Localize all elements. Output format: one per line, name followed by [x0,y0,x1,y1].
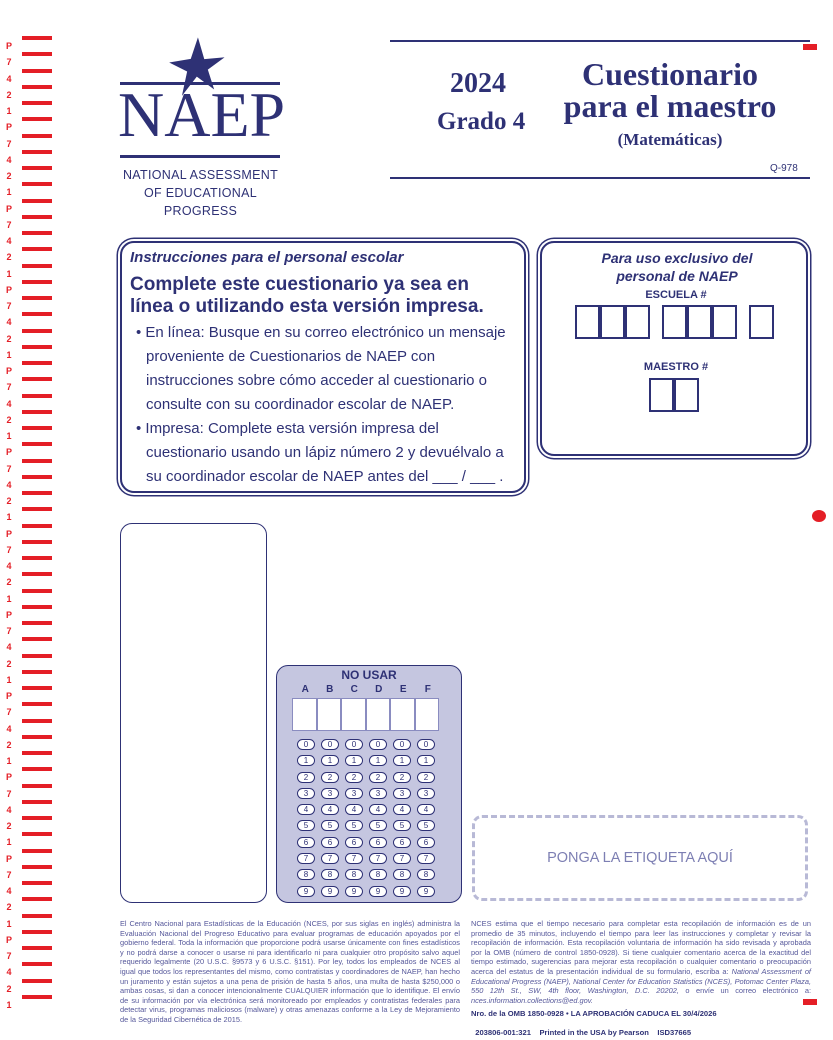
bubble-row [294,832,461,848]
timing-bar [22,215,52,219]
print-code: 203806-001:321 [475,1028,531,1037]
grid-entry-box[interactable] [415,698,440,731]
bullet-text: Impresa: Complete esta versión impresa del cuestionario usando un lápiz número 2 y devuélvalo a su coordinador escolar de NAEP antes del ___ / ___ . [145,420,504,485]
timing-letter: 1 [6,512,12,523]
print-line [471,1019,691,1037]
timing-letter: 2 [6,89,12,100]
answer-bubble[interactable]: 2 [417,772,435,783]
timing-bar [22,312,52,316]
timing-letter: 2 [6,983,12,994]
logo-rule-bottom [120,155,280,158]
timing-letter: 7 [6,219,12,230]
answer-bubble[interactable]: 4 [417,804,435,815]
timing-letter: 7 [6,544,12,555]
timing-letter: 7 [6,707,12,718]
bubble-row [294,734,461,750]
grid-column-label: C [350,684,358,695]
answer-bubble[interactable]: 8 [321,869,339,880]
bullet-text: En línea: Busque en su correo electrónico un mensaje proveniente de Cuestionarios de NAEP con instrucciones sobre cómo acceder al cuestionario o consulte con su coordinador escolar de NAEP. [145,324,506,413]
timing-bar [22,865,52,869]
timing-letter: P [5,284,12,295]
year: 2024 [450,68,506,99]
timing-letter: 2 [6,658,12,669]
instructions-lead: Complete este cuestionario ya sea en línea o utilizando esta versión impresa. [130,274,484,317]
logo-line-2: OF EDUCATIONAL [143,186,257,200]
timing-bar [22,784,52,788]
timing-bar [22,979,52,983]
timing-bar [22,507,52,511]
instructions-box [120,241,526,493]
timing-bar [22,182,52,186]
timing-letter: 2 [6,333,12,344]
timing-bar [22,719,52,723]
teacher-digit-box[interactable] [649,378,674,412]
timing-letter: P [5,934,12,945]
timing-bar [22,475,52,479]
timing-bar [22,946,52,950]
school-digit-box[interactable] [712,305,737,339]
timing-letter: P [5,609,12,620]
timing-letter: 1 [6,349,12,360]
printed-by: Printed in the USA by Pearson [539,1028,649,1037]
answer-bubble[interactable]: 0 [321,739,339,750]
timing-letter: 7 [6,626,12,636]
timing-bar [22,345,52,349]
answer-bubble[interactable]: 9 [321,886,339,897]
answer-bubble[interactable]: 5 [321,820,339,831]
bubble-row [294,767,461,783]
timing-bar [22,897,52,901]
answer-bubble[interactable]: 0 [297,739,315,750]
answer-bubble[interactable]: 2 [345,772,363,783]
timing-bar [22,832,52,836]
label-area-text: PONGA LA ETIQUETA AQUÍ [547,850,733,866]
timing-bar [22,849,52,853]
timing-letter: 4 [6,73,12,84]
label-area[interactable] [472,815,808,901]
answer-bubble[interactable]: 5 [417,820,435,831]
timing-letter: P [5,853,12,864]
red-dot [812,510,826,522]
answer-bubble[interactable]: 7 [393,853,411,864]
bubble-row [294,750,461,766]
timing-bar [22,686,52,690]
instructions-bullet-online: • En línea: Busque en su correo electrónico un mensaje proveniente de Cuestionarios de NAEP con instrucciones sobre cómo acceder al cuestionario o consulte con su coordinador escolar de NAEP. [136,324,506,413]
timing-bar [22,280,52,284]
timing-letter: 4 [6,154,12,165]
timing-letter: 2 [6,414,12,425]
timing-letter: P [5,122,12,133]
timing-letter: 2 [6,739,12,750]
timing-bar [22,914,52,918]
answer-bubble[interactable]: 0 [393,739,411,750]
timing-bar [22,117,52,121]
timing-marks [0,0,60,1040]
timing-letter: 4 [6,642,12,653]
answer-bubble[interactable]: 2 [369,772,387,783]
timing-bar [22,491,52,495]
school-digit-box[interactable] [600,305,625,339]
answer-bubble[interactable]: 4 [297,804,315,815]
answer-bubble[interactable]: 2 [393,772,411,783]
staff-heading: Para uso exclusivo del personal de NAEP [601,250,753,284]
timing-letter: P [5,41,12,51]
timing-bar [22,881,52,885]
timing-letter: 1 [6,756,12,766]
timing-letter: 7 [6,382,12,393]
timing-letter: 2 [6,902,12,913]
subject: (Matemáticas) [617,130,723,149]
timing-bar [22,394,52,398]
timing-bar [22,150,52,154]
footer-privacy: El Centro Nacional para Estadísticas de la Educación (NCES, por sus siglas en inglés) administra la Evaluación Nacional del Progreso Educativo para evaluar programas de educación apoyados por el gobierno federal. Toda la información que proporcione podrá usarse únicamente con fines estadísticos y no podrá darse a conocer o usarse ni para identificarlo ni para cualquier otro propósito salvo aquel requerido legalmente (20 U.S.C. §9573 y 6 U.S.C. §151). Por ley, todos los empleados de NCES al igual que todos los representantes del mismo, como contratistas y coordinadores de NAEP, han hecho un juramento y están sujetos a una pena de prisión de hasta 5 años, una multa de hasta $250,000 o ambas cosas, si dan a conocer intencionalmente CUALQUIER información que lo identifique. El envío de su información por vía electrónica será monitoreado por empleados y contratistas federales para detectar virus, programas maliciosos (malware) y otras amenazas conforme a la Ley de Mejoramiento de la Seguridad Cibernética de 2015. [120,919,460,1024]
answer-bubble[interactable]: 1 [345,755,363,766]
bubble-row [294,799,461,815]
timing-letter: 7 [6,951,12,961]
title-line-2: para el maestro [563,88,777,124]
blank-panel [120,523,267,903]
timing-bar [22,962,52,966]
school-digit-box[interactable] [662,305,687,339]
timing-letter: P [5,366,12,376]
timing-bar [22,702,52,706]
grid-entry-box[interactable] [366,698,391,731]
grid-column-label: F [424,684,431,695]
answer-bubble[interactable]: 3 [417,788,435,799]
teacher-label: MAESTRO # [643,361,709,373]
bubble-row [294,815,461,831]
no-usar-grid [276,665,462,903]
timing-bar [22,621,52,625]
grid-entry-box[interactable] [317,698,342,731]
timing-letter: 2 [6,496,12,506]
answer-bubble[interactable]: 4 [369,804,387,815]
answer-bubble[interactable]: 3 [345,788,363,799]
timing-letter: 4 [6,967,12,978]
answer-bubble[interactable]: 8 [417,869,435,880]
timing-bar [22,361,52,365]
timing-bar [22,134,52,138]
teacher-digit-box[interactable] [674,378,699,412]
naep-staff-box [540,241,808,456]
timing-bar [22,995,52,999]
answer-bubble[interactable]: 7 [369,853,387,864]
answer-bubble[interactable]: 6 [417,837,435,848]
answer-bubble[interactable]: 9 [297,886,315,897]
timing-bar [22,670,52,674]
timing-letter: 4 [6,317,12,328]
answer-bubble[interactable]: 3 [369,788,387,799]
answer-bubble[interactable]: 2 [321,772,339,783]
grid-entry-box[interactable] [390,698,415,731]
timing-letter: 1 [6,268,12,279]
answer-bubble[interactable]: 3 [321,788,339,799]
timing-bar [22,735,52,739]
bubble-row [294,864,461,880]
timing-letter: P [5,528,12,539]
timing-bar [22,199,52,203]
answer-bubble[interactable]: 5 [393,820,411,831]
logo-wordmark: NAEP [118,79,286,150]
answer-bubble[interactable]: 4 [345,804,363,815]
timing-bar [22,166,52,170]
timing-letter: 4 [6,479,12,490]
timing-letter: 4 [6,723,12,734]
answer-bubble[interactable]: 8 [369,869,387,880]
answer-bubble[interactable]: 6 [321,837,339,848]
form-code: Q-978 [770,163,798,174]
grid-column-label: D [375,684,383,695]
timing-letter: 1 [6,999,12,1010]
timing-bar [22,589,52,593]
answer-bubble[interactable]: 1 [369,755,387,766]
timing-letter: 1 [6,187,12,198]
answer-bubble[interactable]: 4 [321,804,339,815]
answer-bubble[interactable]: 7 [297,853,315,864]
timing-letter: 2 [6,171,12,181]
school-digit-box[interactable] [749,305,774,339]
timing-bar [22,264,52,268]
timing-letter: P [5,447,12,458]
timing-bar [22,524,52,528]
answer-bubble[interactable]: 9 [393,886,411,897]
timing-bar [22,52,52,56]
bubble-row [294,783,461,799]
answer-bubble[interactable]: 1 [417,755,435,766]
timing-bar [22,556,52,560]
red-mark-bottom [803,999,817,1005]
timing-letter: 1 [6,918,12,929]
grid-column-label: A [301,684,309,695]
grid-column-label: E [399,684,407,695]
timing-bar [22,930,52,934]
timing-bar [22,767,52,771]
timing-letter: 1 [6,106,12,116]
answer-bubble[interactable]: 3 [297,788,315,799]
timing-bar [22,426,52,430]
timing-letter: 7 [6,869,12,880]
timing-bar [22,572,52,576]
timing-letter: 2 [6,252,12,263]
answer-bubble[interactable]: 6 [369,837,387,848]
timing-bar [22,800,52,804]
answer-bubble[interactable]: 0 [369,739,387,750]
timing-letter: 7 [6,788,12,799]
timing-bar [22,816,52,820]
answer-bubble[interactable]: 1 [297,755,315,766]
isd-code: ISD37665 [657,1028,692,1037]
instructions-bullet-print: • Impresa: Complete esta versión impresa del cuestionario usando un lápiz número 2 y devuélvalo a su coordinador escolar de NAEP antes del ___ / ___ . [136,420,504,485]
timing-letter: 1 [6,674,12,685]
answer-bubble[interactable]: 0 [345,739,363,750]
timing-letter: 4 [6,886,12,896]
timing-bar [22,101,52,105]
answer-bubble[interactable]: 1 [321,755,339,766]
answer-bubble[interactable]: 6 [393,837,411,848]
naep-logo [118,32,286,218]
timing-bar [22,410,52,414]
timing-letter: 2 [6,821,12,831]
answer-bubble[interactable]: 0 [417,739,435,750]
timing-letter: 7 [6,57,12,68]
timing-bar [22,637,52,641]
timing-letter: 1 [6,593,12,604]
grid-entry-box[interactable] [292,698,317,731]
footer-burden [471,919,811,1005]
timing-bar [22,296,52,300]
timing-letter: 4 [6,236,12,246]
timing-bar [22,540,52,544]
timing-bar [22,231,52,235]
logo-line-1: NATIONAL ASSESSMENT [122,168,279,182]
timing-letter: 4 [6,398,12,409]
burden-text: NCES estima que el tiempo necesario para completar esta recopilación de información es de un promedio de 35 minutos, incluyendo el tiempo para leer las instrucciones y completar y revisar la recopilación de información. Esta recopilación voluntaria de información ha sido revisada y aprobada por la OMB (número de control 1850-0928). Si tiene cualquier comentario acerca de la exactitud del tiempo estimado, sugerencias para mejorar esta recopilación o cualquier comentario o preocupación acerca del estatus de la presentación individual de su formulario, escriba a: [471,919,811,976]
school-label: ESCUELA # [645,289,707,301]
instructions-heading: Instrucciones para el personal escolar [130,249,404,266]
timing-bar [22,654,52,658]
school-digit-box[interactable] [687,305,712,339]
grid-entry-box[interactable] [341,698,366,731]
timing-bar [22,36,52,40]
answer-bubble[interactable]: 6 [297,837,315,848]
timing-bar [22,377,52,381]
answer-bubble[interactable]: 9 [417,886,435,897]
answer-bubble[interactable]: 7 [321,853,339,864]
timing-letter: P [5,203,12,214]
logo-line-3: PROGRESS [163,204,238,218]
timing-bar [22,751,52,755]
email-intro: o envíe un correo electrónico a: [685,986,812,996]
timing-letter: P [5,772,12,783]
timing-letter: P [5,691,12,701]
red-mark [803,44,817,50]
address-text: National Assessment of Educational Progress (NAEP), National Center for Education Statistics (NCES), Potomac Center Plaza, 550 12th St., SW, 4th floor, Washington, D.C. 20202, [471,966,811,996]
timing-letter: 4 [6,561,12,571]
answer-bubble[interactable]: 8 [345,869,363,880]
timing-bar [22,69,52,73]
email-link[interactable]: nces.information.collections@ed.gov. [471,995,593,1005]
grid-title: NO USAR [341,668,397,682]
answer-bubble[interactable]: 2 [297,772,315,783]
answer-bubble[interactable]: 3 [393,788,411,799]
header-rule-top [390,40,810,42]
timing-letter: 7 [6,463,12,474]
answer-bubble[interactable]: 7 [417,853,435,864]
timing-letter: 1 [6,837,12,848]
answer-bubble[interactable]: 8 [297,869,315,880]
timing-letter: 4 [6,804,12,815]
timing-letter: 7 [6,301,12,311]
answer-bubble[interactable]: 7 [345,853,363,864]
bubble-row [294,881,461,897]
timing-bar [22,442,52,446]
omb-line: Nro. de la OMB 1850-0928 • LA APROBACIÓN CADUCA EL 30/4/2026 [471,1009,717,1018]
answer-bubble[interactable]: 9 [345,886,363,897]
header-rule-bottom [390,177,810,179]
bubble-row [294,848,461,864]
answer-bubble[interactable]: 8 [393,869,411,880]
answer-bubble[interactable]: 5 [369,820,387,831]
school-digit-box[interactable] [575,305,600,339]
answer-bubble[interactable]: 9 [369,886,387,897]
answer-bubble[interactable]: 1 [393,755,411,766]
timing-bar [22,605,52,609]
answer-bubble[interactable]: 5 [297,820,315,831]
timing-bar [22,459,52,463]
timing-letter: 2 [6,577,12,588]
timing-bar [22,85,52,89]
timing-bar [22,329,52,333]
school-digit-box[interactable] [625,305,650,339]
grade: Grado 4 [437,108,526,135]
timing-letter: 7 [6,138,12,149]
grid-column-label: B [326,684,334,695]
answer-bubble[interactable]: 4 [393,804,411,815]
answer-bubble[interactable]: 5 [345,820,363,831]
title-line-1: Cuestionario [582,56,758,92]
timing-letter: 1 [6,431,12,441]
answer-bubble[interactable]: 6 [345,837,363,848]
timing-bar [22,247,52,251]
